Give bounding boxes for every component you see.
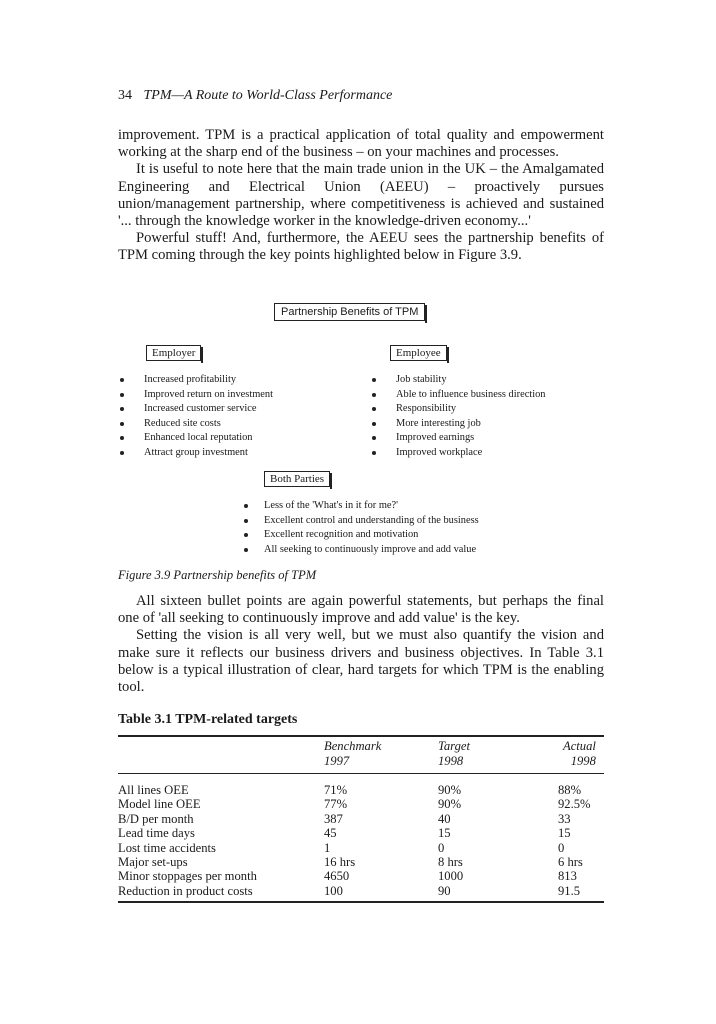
- page-number: 34: [118, 88, 132, 103]
- list-item-text: Job stability: [396, 374, 447, 385]
- table-cell: 813: [558, 869, 577, 884]
- running-header: [118, 88, 392, 104]
- table-cell: 88%: [558, 783, 582, 797]
- bullet-icon: [372, 407, 376, 411]
- bullet-icon: [372, 393, 376, 397]
- table-cell: All lines OEE: [118, 783, 189, 797]
- table-cell: 90: [438, 883, 451, 898]
- table-cell: 92.5%: [558, 797, 591, 812]
- list-item-text: Responsibility: [396, 403, 457, 414]
- table-cell: Minor stoppages per month: [118, 869, 257, 884]
- body-text-top: [118, 127, 604, 265]
- list-item-text: Improved return on investment: [144, 388, 273, 400]
- bullet-icon: [120, 393, 124, 397]
- table-title: Table 3.1 TPM-related targets: [118, 712, 298, 727]
- table-cell: 40: [438, 811, 451, 826]
- list-item-text: All seeking to continuously improve and add value: [264, 543, 477, 555]
- column-header-year: 1998: [570, 754, 596, 768]
- table-cell: Lost time accidents: [118, 840, 216, 855]
- figure-title-box: Partnership Benefits of TPM: [274, 303, 425, 321]
- paragraph: Setting the vision is all very well, but we must also quantify the vision and make sure it reflects our business drivers and business objectives. In Table 3.1 below is a typical illustration of clear, hard targets for which TPM is the enabling tool.: [118, 627, 604, 696]
- paragraph: All sixteen bullet points are again powerful statements, but perhaps the final one of 'all seeking to continuously improve and add value' is the key.: [118, 593, 604, 627]
- table-row: [118, 869, 604, 883]
- table-cell: 1: [324, 840, 331, 855]
- table-body: [118, 783, 604, 898]
- table-cell: 4650: [324, 869, 350, 884]
- column-header-label: Target: [438, 739, 470, 753]
- figure-3-9: [118, 303, 604, 585]
- table-cell: 100: [324, 883, 343, 898]
- employer-heading: Employer: [146, 345, 201, 361]
- table-cell: 0: [438, 840, 445, 855]
- column-header-year: 1997: [324, 754, 350, 768]
- employee-heading: Employee: [390, 345, 447, 361]
- book-page: [118, 0, 604, 1024]
- table-header-rule: [118, 773, 604, 774]
- table-cell: 1000: [438, 869, 464, 884]
- column-header-benchmark: [324, 739, 381, 769]
- bullet-icon: [244, 533, 248, 537]
- bullet-icon: [244, 519, 248, 523]
- table-cell: 8 hrs: [438, 854, 463, 869]
- bullet-icon: [372, 378, 376, 382]
- table-cell: 71%: [324, 783, 348, 797]
- table-cell: 15: [558, 826, 571, 841]
- list-item-text: Improved workplace: [396, 446, 483, 458]
- table-cell: 6 hrs: [558, 854, 583, 869]
- bullet-icon: [372, 451, 376, 455]
- table-cell: 33: [558, 811, 571, 826]
- column-header-actual: [563, 739, 596, 769]
- table-cell: 90%: [438, 783, 462, 797]
- table-row: [118, 855, 604, 869]
- paragraph: improvement. TPM is a practical application of total quality and empowerment working at the sharp end of the business – on your machines and processes.: [118, 127, 604, 161]
- table-row: [118, 797, 604, 811]
- table-cell: 16 hrs: [324, 854, 356, 869]
- list-item-text: Improved earnings: [396, 432, 475, 443]
- list-item-text: Increased customer service: [144, 403, 257, 414]
- table-cell: Reduction in product costs: [118, 883, 253, 898]
- table-row: [118, 841, 604, 855]
- list-item-text: Excellent recognition and motivation: [264, 529, 419, 540]
- running-title: TPM—A Route to World-Class Performance: [143, 88, 393, 103]
- bullet-icon: [244, 504, 248, 508]
- list-item-text: Reduced site costs: [144, 417, 221, 429]
- bullet-icon: [120, 422, 124, 426]
- table-cell: 91.5: [558, 883, 581, 898]
- list-item-text: Able to influence business direction: [396, 388, 546, 400]
- table-cell: Model line OEE: [118, 797, 201, 812]
- column-header-year: 1998: [438, 754, 464, 768]
- table-row: [118, 783, 604, 797]
- column-header-label: Benchmark: [324, 739, 382, 753]
- table-row: [118, 884, 604, 898]
- paragraph: It is useful to note here that the main trade union in the UK – the Amalgamated Engineering and Electrical Union (AEEU) – proactively pursues union/management partnership, where competitiveness is achieved and sustained '... through the knowledge worker in the knowledge-driven economy...': [118, 161, 604, 230]
- bullet-icon: [120, 407, 124, 411]
- list-item-text: Excellent control and understanding of the business: [264, 514, 479, 526]
- list-item-text: Increased profitability: [144, 374, 237, 385]
- table-cell: 387: [324, 811, 343, 826]
- bullet-icon: [120, 451, 124, 455]
- table-cell: 0: [558, 840, 565, 855]
- column-header-label: Actual: [563, 739, 596, 753]
- table-cell: Major set-ups: [118, 854, 188, 869]
- table-bottom-rule: [118, 901, 604, 903]
- table-cell: 90%: [438, 797, 462, 812]
- table-cell: 77%: [324, 797, 348, 812]
- list-item-text: Less of the 'What's in it for me?': [264, 500, 399, 511]
- figure-caption: Figure 3.9 Partnership benefits of TPM: [118, 568, 317, 582]
- table-row: [118, 812, 604, 826]
- list-item-text: Attract group investment: [144, 446, 248, 458]
- bullet-icon: [372, 422, 376, 426]
- bullet-icon: [120, 436, 124, 440]
- list-item-text: Enhanced local reputation: [144, 432, 253, 443]
- both-parties-heading: Both Parties: [264, 471, 330, 487]
- bullet-icon: [244, 548, 248, 552]
- table-row: [118, 826, 604, 840]
- paragraph: Powerful stuff! And, furthermore, the AEEU sees the partnership benefits of TPM coming through the key points highlighted below in Figure 3.9.: [118, 230, 604, 264]
- bullet-icon: [120, 378, 124, 382]
- table-cell: B/D per month: [118, 811, 194, 826]
- list-item-text: More interesting job: [396, 417, 481, 429]
- table-cell: 15: [438, 826, 451, 841]
- body-text-bottom: [118, 593, 604, 696]
- column-header-target: [438, 739, 470, 769]
- table-cell: Lead time days: [118, 826, 195, 841]
- table-top-rule: [118, 735, 604, 737]
- bullet-icon: [372, 436, 376, 440]
- table-cell: 45: [324, 826, 337, 841]
